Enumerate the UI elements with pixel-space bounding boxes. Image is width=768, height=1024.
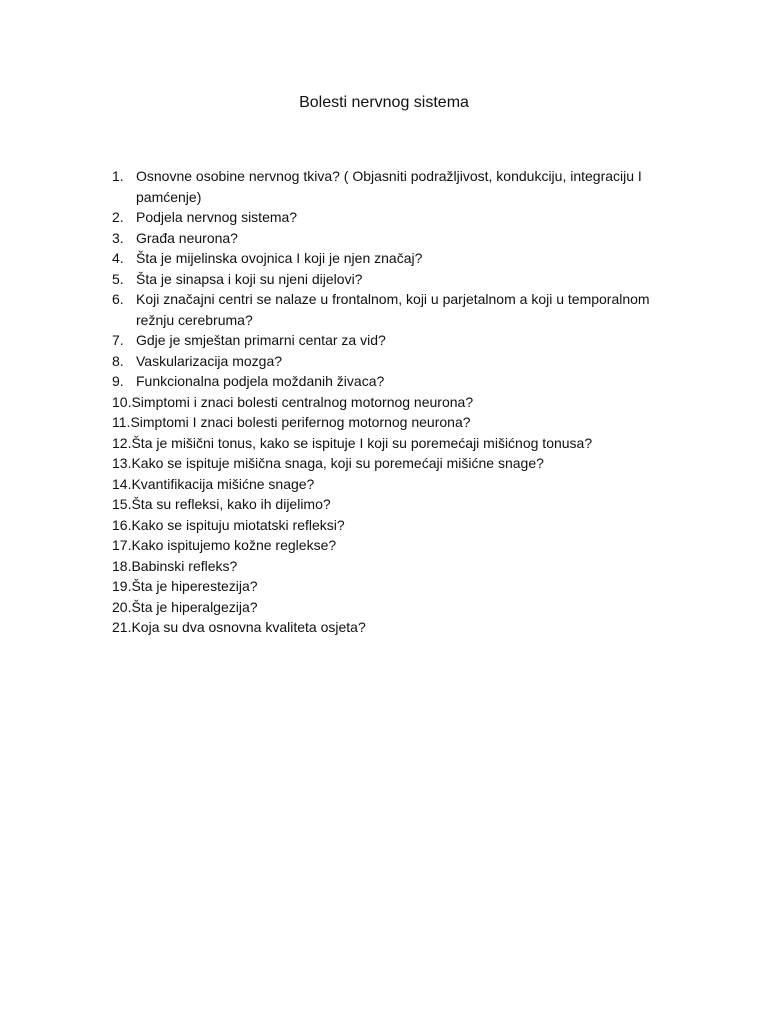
question-text: Građa neurona? bbox=[136, 229, 238, 246]
question-list bbox=[112, 166, 672, 638]
question-item-20 bbox=[112, 597, 672, 618]
question-item-4 bbox=[112, 248, 672, 269]
question-number: 6. bbox=[112, 291, 124, 307]
question-item-9 bbox=[112, 371, 672, 392]
question-item-5 bbox=[112, 269, 672, 290]
question-text: Šta je mijelinska ovojnica I koji je njen značaj? bbox=[136, 250, 423, 266]
question-number: 4. bbox=[112, 250, 124, 266]
question-number: 12. bbox=[112, 434, 132, 451]
question-text: Podjela nervnog sistema? bbox=[136, 209, 298, 225]
question-text: Kako se ispituju miotatski refleksi? bbox=[131, 516, 345, 533]
question-item-19 bbox=[112, 576, 672, 597]
question-number: 7. bbox=[112, 332, 124, 348]
question-number: 3. bbox=[112, 229, 124, 246]
question-item-11 bbox=[112, 412, 672, 433]
question-number: 19. bbox=[112, 578, 132, 594]
question-item-14 bbox=[112, 474, 672, 495]
question-number: 17. bbox=[112, 537, 132, 553]
document-title: Bolesti nervnog sistema bbox=[299, 94, 469, 111]
question-item-6 bbox=[112, 289, 672, 330]
question-item-15 bbox=[112, 494, 672, 515]
question-item-1 bbox=[112, 166, 672, 207]
question-number: 21. bbox=[112, 619, 132, 635]
question-item-16 bbox=[112, 515, 672, 536]
question-item-21 bbox=[112, 617, 672, 638]
question-text: Simptomi I znaci bolesti perifernog motornog neurona? bbox=[130, 414, 471, 430]
question-text: Šta je hiperalgezija? bbox=[131, 598, 258, 615]
question-text: Koji značajni centri se nalaze u frontalnom, koji u parjetalnom a koji u temporalnom režnju cerebruma? bbox=[136, 291, 650, 328]
question-number: 2. bbox=[112, 209, 124, 225]
question-text: Šta je sinapsa i koji su njeni dijelovi? bbox=[136, 270, 363, 287]
question-number: 16. bbox=[112, 516, 132, 533]
question-text: Šta su refleksi, kako ih dijelimo? bbox=[131, 496, 331, 512]
question-number: 11. bbox=[112, 414, 131, 430]
question-number: 5. bbox=[112, 270, 124, 287]
question-number: 14. bbox=[112, 475, 132, 492]
question-number: 1. bbox=[112, 168, 124, 184]
question-text: Gdje je smještan primarni centar za vid? bbox=[136, 332, 386, 348]
question-item-8 bbox=[112, 351, 672, 372]
question-item-12 bbox=[112, 433, 672, 454]
question-text: Šta je hiperestezija? bbox=[131, 578, 258, 594]
question-text: Koja su dva osnovna kvaliteta osjeta? bbox=[131, 619, 366, 635]
question-text: Funkcionalna podjela moždanih živaca? bbox=[136, 373, 385, 389]
question-item-10 bbox=[112, 392, 672, 413]
question-text: Babinski refleks? bbox=[131, 557, 238, 574]
question-number: 9. bbox=[112, 373, 124, 389]
question-number: 15. bbox=[112, 496, 132, 512]
question-item-18 bbox=[112, 556, 672, 577]
question-text: Osnovne osobine nervnog tkiva? ( Objasniti podražljivost, kondukciju, integraciju I pamćenje) bbox=[136, 168, 642, 205]
question-number: 20. bbox=[112, 598, 132, 615]
question-item-17 bbox=[112, 535, 672, 556]
question-number: 8. bbox=[112, 352, 124, 369]
question-text: Kvantifikacija mišićne snage? bbox=[131, 475, 315, 492]
question-item-13 bbox=[112, 453, 672, 474]
question-item-2 bbox=[112, 207, 672, 228]
question-text: Simptomi i znaci bolesti centralnog motornog neurona? bbox=[131, 393, 474, 410]
question-number: 13. bbox=[112, 455, 132, 471]
question-item-7 bbox=[112, 330, 672, 351]
question-text: Kako se ispituje mišična snaga, koji su poremećaji mišićne snage? bbox=[131, 455, 544, 471]
question-text: Kako ispitujemo kožne reglekse? bbox=[131, 537, 337, 553]
question-text: Šta je mišični tonus, kako se ispituje I koji su poremećaji mišićnog tonusa? bbox=[131, 434, 593, 451]
question-text: Vaskularizacija mozga? bbox=[136, 352, 283, 369]
question-number: 10. bbox=[112, 393, 132, 410]
question-item-3 bbox=[112, 228, 672, 249]
question-number: 18. bbox=[112, 557, 132, 574]
